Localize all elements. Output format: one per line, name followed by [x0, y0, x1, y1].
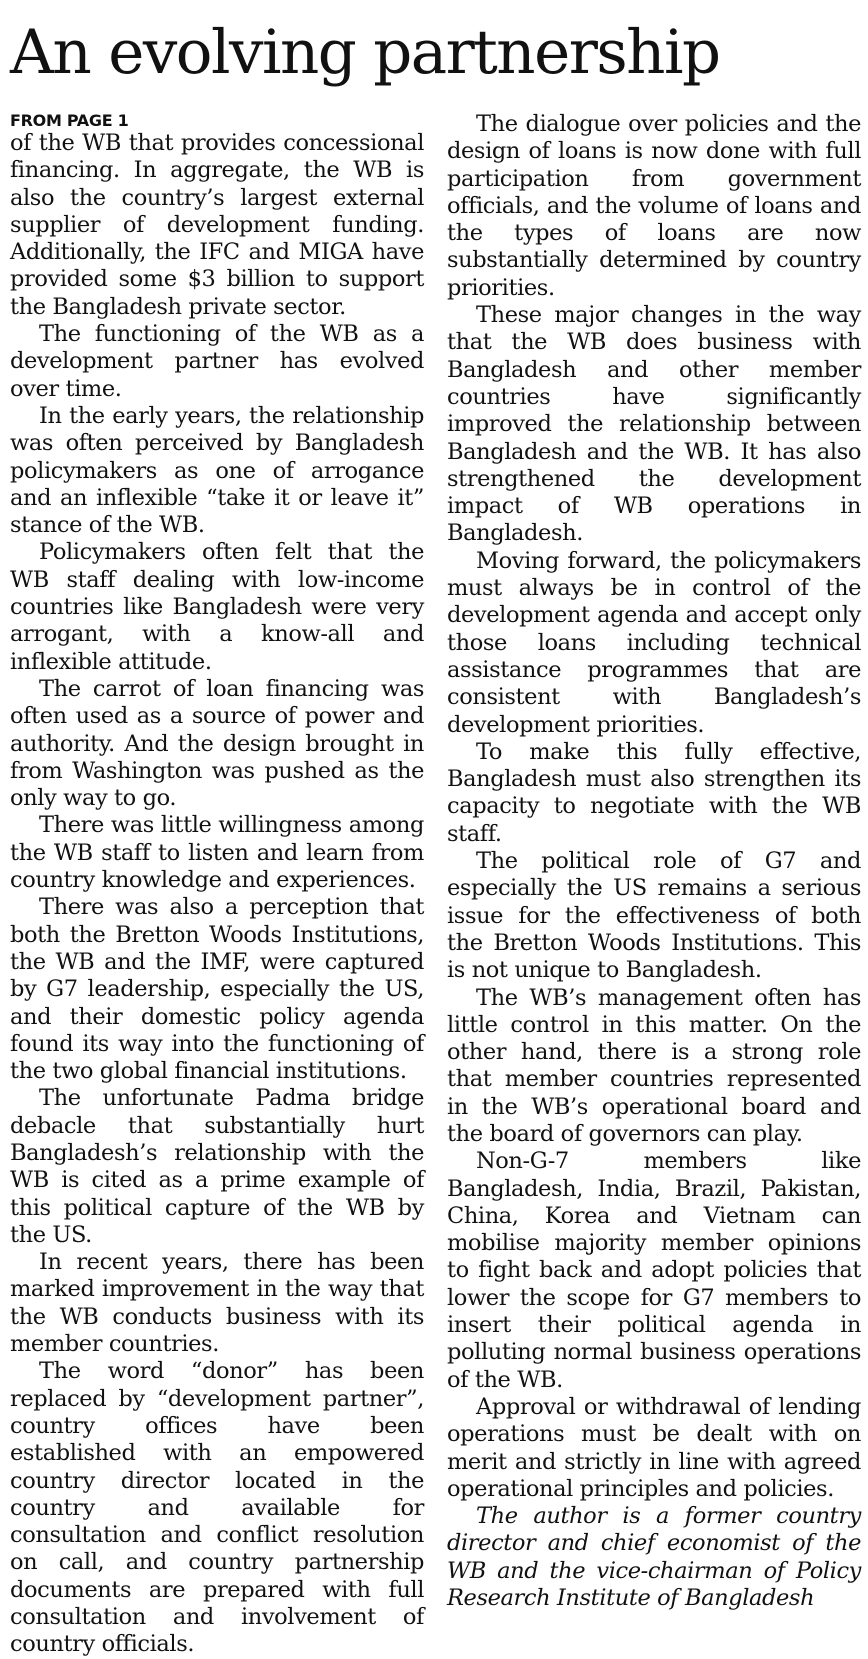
paragraph: Approval or withdrawal of lending operations must be dealt with on merit and strictly in line with agreed operational principles and policies. — [447, 1393, 861, 1502]
paragraph: Policymakers often felt that the WB staff dealing with low-income countries like Bangladesh were very arrogant, with a know-all and inflexible attitude. — [10, 539, 424, 675]
paragraph: The carrot of loan financing was often used as a source of power and authority. And the design brought in from Washington was pushed as the only way to go. — [10, 675, 424, 812]
paragraph: Non-G-7 members like Bangladesh, India, Brazil, Pakistan, China, Korea and Vietnam can mobilise majority member opinions to fight back and adopt policies that lower the scope for G7 members to insert their political agenda in polluting normal business operations of the WB. — [447, 1148, 861, 1393]
article-column-right — [447, 111, 861, 1612]
paragraph: To make this fully effective, Bangladesh must also strengthen its capacity to negotiate with the WB staff. — [447, 738, 861, 847]
article-column-left — [10, 112, 424, 1659]
paragraph: The dialogue over policies and the design of loans is now done with full participation from government officials, and the volume of loans and the types of loans are now substantially determined by country priorities. — [447, 111, 861, 301]
paragraph: There was also a perception that both the Bretton Woods Institutions, the WB and the IMF, were captured by G7 leadership, especially the US, and their domestic policy agenda found its way into the functioning of the two global financial institutions. — [10, 894, 424, 1085]
jump-label: FROM PAGE 1 — [10, 111, 129, 130]
paragraph: Moving forward, the policymakers must always be in control of the development agenda and accept only those loans including technical assistance programmes that are consistent with Bangladesh’s development priorities. — [447, 547, 861, 738]
paragraph: In the early years, the relationship was often perceived by Bangladesh policymakers as one of arrogance and an inflexible “take it or leave it” stance of the WB. — [10, 402, 424, 539]
paragraph: In recent years, there has been marked improvement in the way that the WB conducts business with its member countries. — [10, 1249, 424, 1358]
paragraph: The word “donor” has been replaced by “development partner”, country offices have been established with an empowered country director located in the country and available for consultation and conflict resolution on call, and country partnership documents are prepared with full consultation and involvement of country officials. — [10, 1358, 424, 1658]
author-byline: The author is a former country director and chief economist of the WB and the vice-chairman of Policy Research Institute of Bangladesh — [447, 1503, 861, 1612]
paragraph: The political role of G7 and especially the US remains a serious issue for the effectiveness of both the Bretton Woods Institutions. This is not unique to Bangladesh. — [447, 848, 861, 984]
paragraph: There was little willingness among the WB staff to listen and learn from country knowledge and experiences. — [10, 812, 424, 894]
paragraph: of the WB that provides concessional financing. In aggregate, the WB is also the country’s largest external supplier of development funding. Additionally, the IFC and MIGA have provided some $3 billion to support the Bangladesh private sector. — [10, 130, 424, 320]
headline: An evolving partnership — [10, 17, 720, 88]
paragraph: These major changes in the way that the WB does business with Bangladesh and other member countries have significantly improved the relationship between Bangladesh and the WB. It has also strengthened the development impact of WB operations in Bangladesh. — [447, 302, 861, 547]
paragraph: The functioning of the WB as a development partner has evolved over time. — [10, 321, 424, 402]
paragraph: The unfortunate Padma bridge debacle that substantially hurt Bangladesh’s relationship with the WB is cited as a prime example of this political capture of the WB by the US. — [10, 1085, 424, 1248]
paragraph: The WB’s management often has little control in this matter. On the other hand, there is a strong role that member countries represented in the WB’s operational board and the board of governors can play. — [447, 984, 861, 1147]
